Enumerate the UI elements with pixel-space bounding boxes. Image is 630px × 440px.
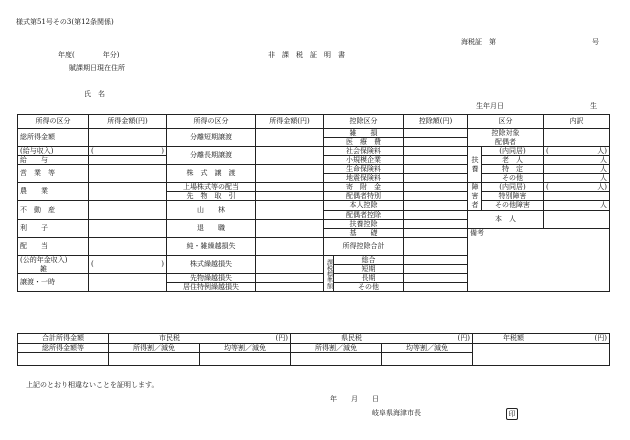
- value-nogyo: [89, 183, 167, 201]
- label-sakimono-kurikoshi: 先物繰越損失: [167, 274, 256, 283]
- value-kojo-gokei: [404, 238, 468, 256]
- value-tanki: [404, 265, 468, 274]
- value-shi-kintowari: [200, 353, 291, 366]
- label-tokubetsu-shogai: 特別障害: [482, 192, 544, 201]
- label-nogyo: 農 業: [18, 183, 89, 201]
- label-seimei-hoken: 生命保険料: [324, 165, 404, 174]
- value-kyuyo: [89, 156, 167, 165]
- issue-date: 年 月 日: [330, 395, 379, 403]
- label-fuyo-tokutei: 特 定: [482, 165, 544, 174]
- value-sakimono: [256, 192, 324, 201]
- page-title: 非 課 税 証 明 書: [268, 51, 345, 59]
- issuer: 岐阜県海津市長: [372, 409, 421, 417]
- label-shiminzei: 市民税 (円): [109, 334, 291, 344]
- label-shokibo: 小規模企業: [324, 156, 404, 165]
- value-so-shotoku-to: [18, 353, 109, 366]
- value-haigusha-tokubetsu: [404, 192, 468, 201]
- label-eigyo: 営 業 等: [18, 165, 89, 183]
- label-haigusha-kojo: 配偶者控除: [324, 211, 404, 220]
- label-fuyo-kojo: 扶養控除: [324, 220, 404, 229]
- label-ken-shotokuwari: 所得割／減免: [291, 344, 382, 353]
- value-tokubetsu-shogai: [544, 192, 610, 201]
- label-choki: 長期: [334, 274, 404, 283]
- value-kabushiki-joto: [256, 165, 324, 183]
- value-fuyo-kojo: [404, 220, 468, 229]
- value-rishi: [89, 220, 167, 238]
- value-nenzeigaku: [473, 344, 610, 366]
- header-kubun: 区分: [468, 115, 544, 129]
- label-kiso: 基 礎: [324, 229, 404, 238]
- main-table: [17, 114, 610, 292]
- label-honnin-kojo: 本人控除: [324, 201, 404, 211]
- label-kyuyo: 給 与: [18, 156, 89, 165]
- value-honnin-kojo: [404, 201, 468, 211]
- value-jun-zatsu-kurikoshi: [256, 238, 324, 256]
- label-sogo: 総合: [334, 256, 404, 265]
- seal: 印: [506, 408, 518, 420]
- cert-no-prefix: 海税証 第: [461, 38, 496, 46]
- value-ken-kintowari: [382, 353, 473, 366]
- label-sonota-shogai: その他障害: [482, 201, 544, 211]
- label-jojo-haito: 上場株式等の配当: [167, 183, 256, 192]
- label-bunri-choki: 分離長期譲渡: [167, 147, 256, 165]
- value-zatsu: ( ): [89, 256, 167, 274]
- form-id: 様式第51号その3(第12条関係): [16, 18, 114, 26]
- label-shi-kintowari: 均等割／減免: [200, 344, 291, 353]
- label-kabushiki-joto: 株 式 譲 渡: [167, 165, 256, 183]
- biko-area: [468, 229, 610, 292]
- value-fuyo-tokutei: 人: [544, 165, 610, 174]
- label-fuyo-dokyo: (内同居): [482, 147, 544, 156]
- header-kojo-kubun: 控除区分: [324, 115, 404, 129]
- cert-no-suffix: 号: [592, 38, 599, 46]
- value-choki: [404, 274, 468, 283]
- value-fudosan: [89, 201, 167, 220]
- header-shotoku-kingaku-2: 所得金額(円): [256, 115, 324, 129]
- value-shogai-dokyo: ( 人): [544, 183, 610, 192]
- label-kyoju-kurikoshi: 居住特例繰越損失: [167, 283, 256, 292]
- header-uchiwake: 内訳: [544, 115, 610, 129]
- value-kyuyo-shunyu: ( ): [89, 147, 167, 156]
- label-zasson: 雑 損: [324, 129, 404, 138]
- value-haigusha-kojo: [404, 211, 468, 220]
- address-label: 賦課期日現在住所: [69, 64, 125, 72]
- value-jojo-haito: [256, 183, 324, 192]
- label-haigusha-tokubetsu: 配偶者特別: [324, 192, 404, 201]
- label-honnin: 本 人: [468, 211, 544, 229]
- value-seimei-hoken: [404, 165, 468, 174]
- header-kojo-gaku: 控除額(円): [404, 115, 468, 129]
- label-kenminzei: 県民税 (円): [291, 334, 473, 344]
- value-bunri-tanki: [256, 129, 324, 147]
- label-nenzeigaku: 年税額 (円): [473, 334, 610, 344]
- header-shotoku-kingaku-1: 所得金額(円): [89, 115, 167, 129]
- label-fuyo-rojin: 老 人: [482, 156, 544, 165]
- label-taishoku: 退 職: [167, 220, 256, 238]
- label-sakimono: 先 物 取 引: [167, 192, 256, 201]
- value-taishoku: [256, 220, 324, 238]
- label-kyuyo-shunyu: (給与収入): [18, 147, 89, 156]
- label-bunri-tanki: 分離短期譲渡: [167, 129, 256, 147]
- value-shokibo: [404, 156, 468, 165]
- value-jishin-hoken: [404, 174, 468, 183]
- header-shotoku-kubun-1: 所得の区分: [18, 115, 89, 129]
- label-so-shotoku-to: 総所得金額等: [18, 344, 109, 353]
- value-kiso: [404, 229, 468, 238]
- label-fuyo-sonota: その他: [482, 174, 544, 183]
- value-kyoju-kurikoshi: [256, 283, 324, 292]
- label-sonota-hyojun: その他: [334, 283, 404, 292]
- label-tanki: 短期: [334, 265, 404, 274]
- birth-suffix: 生: [590, 102, 597, 110]
- label-fuyo: 扶養: [468, 147, 482, 183]
- label-kabushiki-kurikoshi: 株式繰越損失: [167, 256, 256, 274]
- value-fuyo-sonota: 人: [544, 174, 610, 183]
- value-joto-ichiji: [89, 274, 167, 292]
- label-kifukin: 寄 附 金: [324, 183, 404, 192]
- label-gokei-shotoku: 合計所得金額: [18, 334, 109, 344]
- label-ken-kintowari: 均等割／減免: [382, 344, 473, 353]
- value-fuyo-dokyo: ( 人): [544, 147, 610, 156]
- value-ken-shotokuwari: [291, 353, 382, 366]
- value-kifukin: [404, 183, 468, 192]
- value-shakai-hoken: [404, 147, 468, 156]
- label-spouse: 控除対象 配偶者: [468, 129, 544, 147]
- label-shogai-dokyo: (内同居): [482, 183, 544, 192]
- label-jun-zatsu-kurikoshi: 純・雑繰越損失: [167, 238, 256, 256]
- label-sanrin: 山 林: [167, 201, 256, 220]
- label-rishi: 利 子: [18, 220, 89, 238]
- label-joto-ichiji: 譲渡・一時: [18, 274, 89, 292]
- statement: 上記のとおり相違ないことを証明します。: [26, 381, 159, 389]
- label-zatsu: (公的年金収入) 雑: [18, 256, 89, 274]
- value-zasson: [404, 129, 468, 138]
- value-sakimono-kurikoshi: [256, 274, 324, 283]
- label-kojo-gokei: 所得控除合計: [324, 238, 404, 256]
- label-shakai-hoken: 社会保険料: [324, 147, 404, 156]
- value-sonota-hyojun: [404, 283, 468, 292]
- value-eigyo: [89, 165, 167, 183]
- value-so-shotoku: [89, 129, 167, 147]
- label-so-shotoku: 総所得金額: [18, 129, 89, 147]
- value-kabushiki-kurikoshi: [256, 256, 324, 274]
- label-haito: 配 当: [18, 238, 89, 256]
- label-jishin-hoken: 地震保険料: [324, 174, 404, 183]
- label-shi-shotokuwari: 所得割／減免: [109, 344, 200, 353]
- label-shogaisha: 障害者: [468, 183, 482, 211]
- value-bunri-choki: [256, 147, 324, 165]
- name-label: 氏 名: [84, 90, 105, 98]
- birth-label: 生年月日: [476, 102, 504, 110]
- header-shotoku-kubun-2: 所得の区分: [167, 115, 256, 129]
- nendo: 年度( 年分): [58, 51, 120, 59]
- value-sanrin: [256, 201, 324, 220]
- label-biko: 備考: [470, 229, 484, 237]
- value-shi-shotokuwari: [109, 353, 200, 366]
- label-iryohi: 医 療 費: [324, 138, 404, 147]
- value-honnin: [544, 211, 610, 229]
- label-fudosan: 不 動 産: [18, 201, 89, 220]
- value-spouse: [544, 129, 610, 147]
- value-sonota-shogai: 人: [544, 201, 610, 211]
- value-sogo: [404, 256, 468, 265]
- value-haito: [89, 238, 167, 256]
- label-kazei-hyojun: 課税標準額: [324, 256, 334, 292]
- value-iryohi: [404, 138, 468, 147]
- value-fuyo-rojin: 人: [544, 156, 610, 165]
- tax-table: [17, 333, 610, 366]
